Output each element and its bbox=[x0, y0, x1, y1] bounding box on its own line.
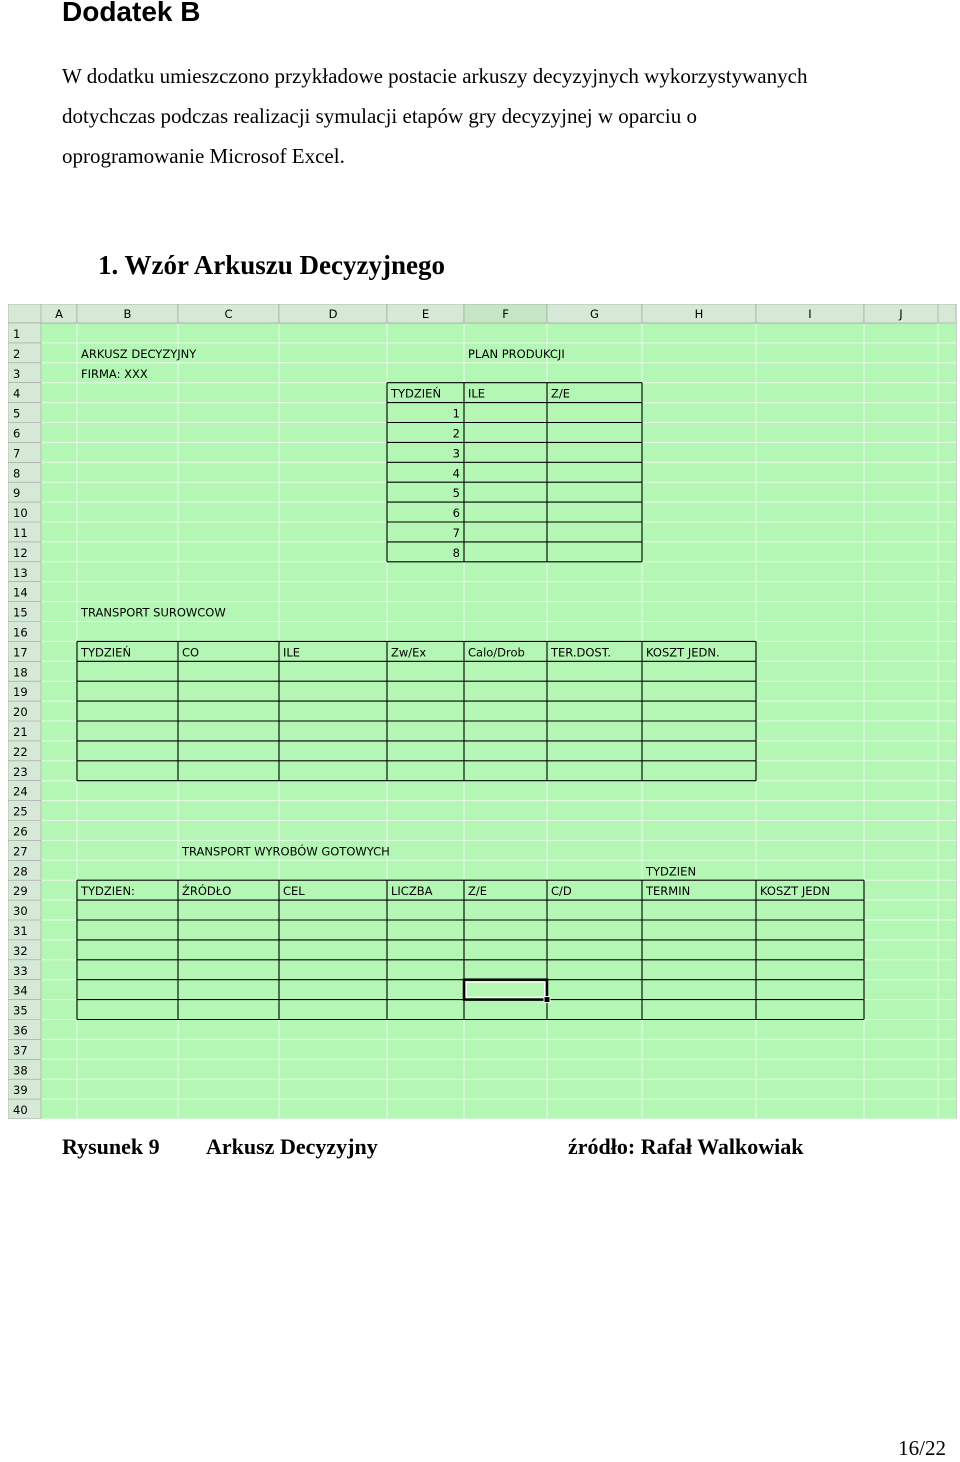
column-header-label[interactable]: E bbox=[421, 307, 430, 321]
cell-h29: TERMIN bbox=[646, 884, 691, 899]
cell-f29: Z/E bbox=[468, 884, 488, 899]
row-header-label[interactable]: 18 bbox=[13, 665, 28, 680]
row-header-label[interactable]: 38 bbox=[13, 1063, 28, 1078]
row-header-label[interactable]: 31 bbox=[13, 924, 28, 938]
cell-f17: Calo/Drob bbox=[468, 645, 525, 660]
column-header-label[interactable]: G bbox=[590, 307, 599, 321]
intro-paragraph bbox=[62, 56, 952, 176]
column-header-label[interactable]: C bbox=[224, 307, 233, 321]
row-header-label[interactable]: 1 bbox=[13, 327, 21, 341]
row-header-label[interactable]: 8 bbox=[13, 466, 21, 481]
cell-c29: ŹRÓDŁO bbox=[182, 884, 232, 899]
row-header-label[interactable]: 26 bbox=[13, 824, 28, 839]
cell-e12: 8 bbox=[452, 545, 460, 560]
row-header-label[interactable]: 13 bbox=[13, 565, 28, 580]
row-header-label[interactable]: 34 bbox=[13, 983, 28, 998]
row-header-label[interactable]: 14 bbox=[13, 585, 28, 600]
row-header-label[interactable]: 2 bbox=[13, 346, 21, 361]
row-header-label[interactable]: 7 bbox=[13, 446, 21, 461]
cell-g29: C/D bbox=[551, 884, 572, 899]
row-header-label[interactable]: 3 bbox=[13, 366, 21, 381]
cell-e7: 3 bbox=[452, 446, 460, 461]
row-header-label[interactable]: 6 bbox=[13, 426, 21, 441]
spreadsheet-screenshot bbox=[8, 304, 958, 1119]
figure-number: Rysunek 9 bbox=[62, 1134, 160, 1159]
cell-g17: TER.DOST. bbox=[551, 645, 612, 660]
row-header-label[interactable]: 39 bbox=[13, 1083, 28, 1098]
column-header-label[interactable]: D bbox=[328, 307, 338, 321]
row-header-label[interactable]: 30 bbox=[13, 904, 28, 919]
section-title: 1. Wzór Arkuszu Decyzyjnego bbox=[98, 250, 445, 280]
column-header-label[interactable]: F bbox=[502, 307, 509, 321]
cell-e9: 5 bbox=[452, 486, 460, 501]
row-header-label[interactable]: 33 bbox=[13, 963, 28, 978]
row-header-label[interactable]: 35 bbox=[13, 1003, 28, 1018]
cell-b29: TYDZIEN: bbox=[81, 884, 135, 899]
cell-h17: KOSZT JEDN. bbox=[646, 645, 720, 660]
row-header-label[interactable]: 15 bbox=[13, 605, 28, 620]
cell-e6: 2 bbox=[452, 426, 460, 441]
row-header-label[interactable]: 24 bbox=[13, 784, 28, 799]
cell-b17: TYDZIEŃ bbox=[81, 645, 132, 660]
row-header-label[interactable]: 28 bbox=[13, 864, 28, 879]
row-header-label[interactable]: 36 bbox=[13, 1023, 28, 1038]
cell-d29: CEL bbox=[283, 884, 305, 899]
row-header-label[interactable]: 37 bbox=[13, 1043, 28, 1058]
page-number: 16/22 bbox=[898, 1436, 946, 1460]
row-header-label[interactable]: 29 bbox=[13, 884, 28, 899]
cell-e4: TYDZIEŃ bbox=[391, 386, 442, 401]
row-header-label[interactable]: 23 bbox=[13, 764, 28, 779]
row-header-label[interactable]: 20 bbox=[13, 705, 28, 720]
cell-b15: TRANSPORT SUROWCOW bbox=[81, 605, 226, 620]
page-heading: Dodatek B bbox=[62, 0, 201, 27]
cell-d17: ILE bbox=[283, 645, 301, 660]
intro-line: W dodatku umieszczono przykładowe postacie arkuszy decyzyjnych wykorzystywanych bbox=[62, 64, 808, 88]
row-header-label[interactable]: 9 bbox=[13, 486, 21, 501]
cell-e11: 7 bbox=[452, 526, 460, 540]
fill-handle[interactable] bbox=[544, 997, 550, 1003]
cell-b2: ARKUSZ DECYZYJNY bbox=[81, 346, 197, 361]
cell-i29: KOSZT JEDN bbox=[760, 884, 830, 899]
cell-g4: Z/E bbox=[551, 386, 571, 401]
cell-f4: ILE bbox=[468, 386, 486, 401]
cell-e10: 6 bbox=[452, 506, 460, 521]
cell-c27: TRANSPORT WYROBÓW GOTOWYCH bbox=[182, 844, 390, 859]
row-header-label[interactable]: 32 bbox=[13, 943, 28, 958]
intro-line: oprogramowanie Microsof Excel. bbox=[62, 144, 345, 168]
row-header-label[interactable]: 4 bbox=[13, 386, 21, 401]
cell-h28: TYDZIEN bbox=[646, 864, 697, 879]
row-header-label[interactable]: 27 bbox=[13, 844, 28, 859]
row-header-label[interactable]: 25 bbox=[13, 804, 28, 819]
column-header-label[interactable]: A bbox=[55, 307, 63, 321]
row-header-label[interactable]: 10 bbox=[13, 506, 28, 521]
row-header-label[interactable]: 17 bbox=[13, 645, 28, 660]
cell-e8: 4 bbox=[452, 466, 460, 481]
row-header-label[interactable]: 40 bbox=[13, 1103, 28, 1118]
cell-b3: FIRMA: XXX bbox=[81, 366, 148, 381]
figure-title: Arkusz Decyzyjny bbox=[206, 1134, 378, 1159]
column-header-label[interactable]: B bbox=[123, 307, 132, 321]
figure-source: źródło: Rafał Walkowiak bbox=[568, 1134, 804, 1159]
cell-f2: PLAN PRODUKCJI bbox=[468, 346, 565, 361]
cell-e5: 1 bbox=[452, 406, 460, 421]
intro-line: dotychczas podczas realizacji symulacji etapów gry decyzyjnej w oparciu o bbox=[62, 104, 697, 128]
row-header-label[interactable]: 21 bbox=[13, 725, 28, 739]
cell-e29: LICZBA bbox=[391, 884, 433, 899]
row-header-label[interactable]: 11 bbox=[13, 526, 28, 540]
cell-c17: CO bbox=[182, 645, 200, 660]
row-header-label[interactable]: 5 bbox=[13, 406, 21, 421]
row-header-label[interactable]: 16 bbox=[13, 625, 28, 640]
row-header-label[interactable]: 19 bbox=[13, 685, 28, 700]
column-header-label[interactable]: J bbox=[899, 307, 903, 321]
column-header-label[interactable]: H bbox=[694, 307, 704, 321]
cell-e17: Zw/Ex bbox=[391, 645, 427, 660]
row-header-label[interactable]: 12 bbox=[13, 545, 28, 560]
row-header-label[interactable]: 22 bbox=[13, 744, 28, 759]
column-header-label[interactable]: I bbox=[808, 307, 812, 321]
